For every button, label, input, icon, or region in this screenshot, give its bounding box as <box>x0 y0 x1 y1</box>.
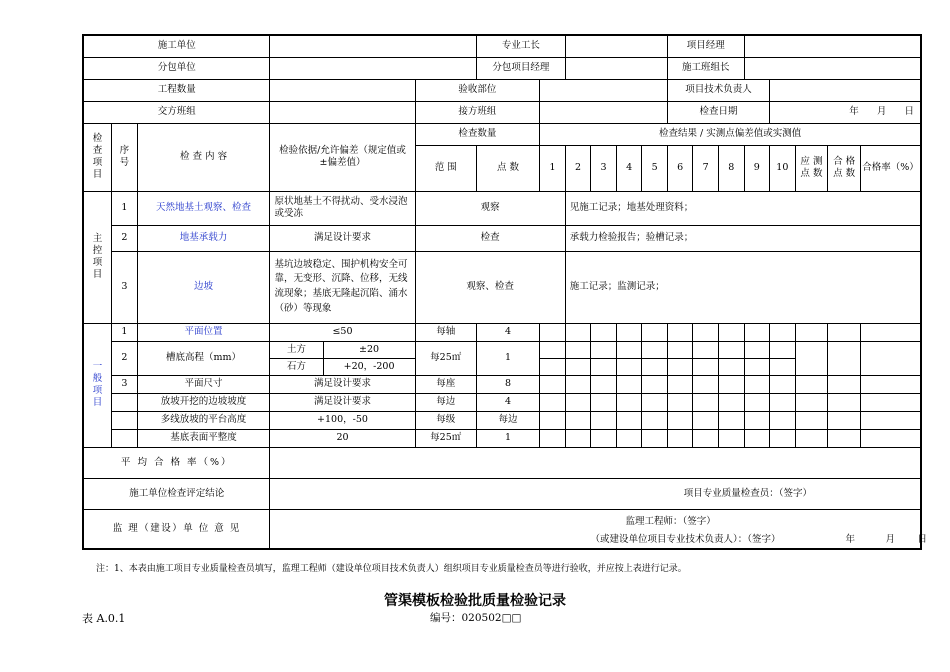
general-row-points: 4 <box>476 323 539 341</box>
general-row-content: 多线放坡的平台高度 <box>137 411 270 429</box>
project-manager-label: 项目经理 <box>667 35 744 57</box>
general-row-content: 槽底高程（mm） <box>137 341 270 375</box>
accept-part-label: 验收部位 <box>415 79 540 101</box>
col-result: 检查结果 / 实测点偏差值或实测值 <box>540 123 921 145</box>
col-num: 4 <box>616 145 642 191</box>
quantity-value[interactable] <box>270 79 415 101</box>
builder-signature: （或建设单位项目专业技术负责人）：（签字） 年 月 日 <box>590 533 927 545</box>
col-num: 8 <box>718 145 744 191</box>
col-num: 7 <box>693 145 719 191</box>
general-row-content: 基底表面平整度 <box>137 429 270 447</box>
main-row-basis: 基坑边坡稳定、围护机构安全可靠，无变形、沉降、位移，无线流现象；基底无隆起沉陷、涌水（砂）等现象 <box>270 251 415 323</box>
general-row-scope: 每25㎡ <box>415 429 476 447</box>
general-row-seq: 1 <box>112 323 138 341</box>
general-row-sub: 石方 <box>270 358 323 375</box>
general-row-scope: 每轴 <box>415 323 476 341</box>
supervision-label: 监 理（建设）单 位 意 见 <box>83 509 270 549</box>
unit-conclusion-value[interactable] <box>270 478 921 509</box>
inspection-record-table <box>82 34 927 550</box>
page-title: 管渠模板检验批质量检验记录 <box>384 593 566 609</box>
col-basis: 检验依据/允许偏差（规定值或±偏差值） <box>270 123 415 191</box>
footnote: 注：1、本表由施工项目专业质量检查员填写，监理工程师（建设单位项目技术负责人）组织项目专业质量检查员等进行验收，并应按上表进行记录。 <box>96 564 687 574</box>
main-row-record: 承载力检验报告；验槽记录； <box>565 225 921 251</box>
col-num: 10 <box>770 145 796 191</box>
general-row-scope: 每座 <box>415 375 476 393</box>
general-row-basis: 20 <box>270 429 415 447</box>
construction-unit-label: 施工单位 <box>83 35 270 57</box>
handover-team-label: 交方班组 <box>83 101 270 123</box>
main-row-basis: 满足设计要求 <box>270 225 415 251</box>
avg-rate-label: 平 均 合 格 率（%） <box>83 447 270 478</box>
avg-rate-value[interactable] <box>270 447 921 478</box>
general-row-points: 8 <box>476 375 539 393</box>
serial-number: 编号：020502□□ <box>430 612 522 624</box>
main-row-seq: 1 <box>112 191 138 225</box>
col-scope: 范 围 <box>415 145 476 191</box>
receive-team-value[interactable] <box>540 101 668 123</box>
general-row-content: 放坡开挖的边坡坡度 <box>137 393 270 411</box>
subcontract-unit-value[interactable] <box>270 57 476 79</box>
main-row-basis: 原状地基土不得扰动、受水浸泡或受冻 <box>270 191 415 225</box>
col-num: 3 <box>591 145 617 191</box>
foreman-label: 专业工长 <box>476 35 565 57</box>
sub-project-manager-label: 分包项目经理 <box>476 57 565 79</box>
general-row-content: 平面尺寸 <box>137 375 270 393</box>
main-row-record: 施工记录；监测记录； <box>565 251 921 323</box>
day-label: 日 <box>904 106 914 118</box>
general-row-scope: 每边 <box>415 393 476 411</box>
general-row-scope: 每级 <box>415 411 476 429</box>
general-row-basis: 满足设计要求 <box>270 375 415 393</box>
general-row-basis: ≤50 <box>270 323 415 341</box>
project-manager-value[interactable] <box>744 35 921 57</box>
accept-part-value[interactable] <box>540 79 668 101</box>
sub-project-manager-value[interactable] <box>565 57 667 79</box>
col-num: 2 <box>565 145 591 191</box>
tech-leader-label: 项目技术负责人 <box>667 79 769 101</box>
check-date-label: 检查日期 <box>667 101 769 123</box>
month-label: 月 <box>876 106 887 118</box>
team-leader-value[interactable] <box>744 57 921 79</box>
general-row-points: 1 <box>476 429 539 447</box>
main-row-record: 见施工记录；地基处理资料； <box>565 191 921 225</box>
engineer-signature: 监理工程师：（签字） <box>625 515 716 527</box>
col-seq: 序 号 <box>112 123 138 191</box>
col-measured: 应 测 点 数 <box>795 145 828 191</box>
main-row-method: 观察 <box>415 191 565 225</box>
general-row-sub: 土方 <box>270 341 323 358</box>
col-num: 9 <box>744 145 770 191</box>
main-row-seq: 2 <box>112 225 138 251</box>
receive-team-label: 接方班组 <box>415 101 540 123</box>
col-passed: 合 格 点 数 <box>828 145 861 191</box>
general-row-scope: 每25㎡ <box>415 341 476 375</box>
main-row-content: 天然地基土观察、检查 <box>137 191 270 225</box>
col-qty: 检查数量 <box>415 123 540 145</box>
general-row-seq: 3 <box>112 375 138 393</box>
general-row-points: 1 <box>476 341 539 375</box>
general-row-points: 每边 <box>476 411 539 429</box>
foreman-value[interactable] <box>565 35 667 57</box>
col-points: 点 数 <box>476 145 539 191</box>
subcontract-unit-label: 分包单位 <box>83 57 270 79</box>
check-date-value[interactable] <box>770 101 921 123</box>
main-row-method: 检查 <box>415 225 565 251</box>
general-row-basis: 满足设计要求 <box>270 393 415 411</box>
quantity-label: 工程数量 <box>83 79 270 101</box>
inspector-signature: 项目专业质量检查员：（签字） <box>683 487 812 499</box>
handover-team-value[interactable] <box>270 101 415 123</box>
team-leader-label: 施工班组长 <box>667 57 744 79</box>
construction-unit-value[interactable] <box>270 35 476 57</box>
col-num: 5 <box>642 145 668 191</box>
year-label: 年 <box>849 106 859 118</box>
main-row-content: 边坡 <box>137 251 270 323</box>
supervision-value[interactable] <box>270 509 927 549</box>
col-num: 6 <box>667 145 693 191</box>
general-row-content: 平面位置 <box>137 323 270 341</box>
general-row-basis: +100，-50 <box>270 411 415 429</box>
col-num: 1 <box>540 145 566 191</box>
main-row-content: 地基承载力 <box>137 225 270 251</box>
col-content: 检 查 内 容 <box>137 123 270 191</box>
general-items-label: 一 般 项 目 <box>83 323 112 447</box>
tech-leader-value[interactable] <box>770 79 921 101</box>
col-rate: 合格率（%） <box>860 145 921 191</box>
form-number: 表 A.0.1 <box>82 612 126 625</box>
col-item-type: 检 查 项 目 <box>83 123 112 191</box>
unit-conclusion-label: 施工单位检查评定结论 <box>83 478 270 509</box>
main-items-label: 主 控 项 目 <box>83 191 112 323</box>
general-row-value: +20，-200 <box>323 358 415 375</box>
main-row-seq: 3 <box>112 251 138 323</box>
general-row-value: ±20 <box>323 341 415 358</box>
general-row-seq: 2 <box>112 341 138 375</box>
general-row-points: 4 <box>476 393 539 411</box>
main-row-method: 观察、检查 <box>415 251 565 323</box>
